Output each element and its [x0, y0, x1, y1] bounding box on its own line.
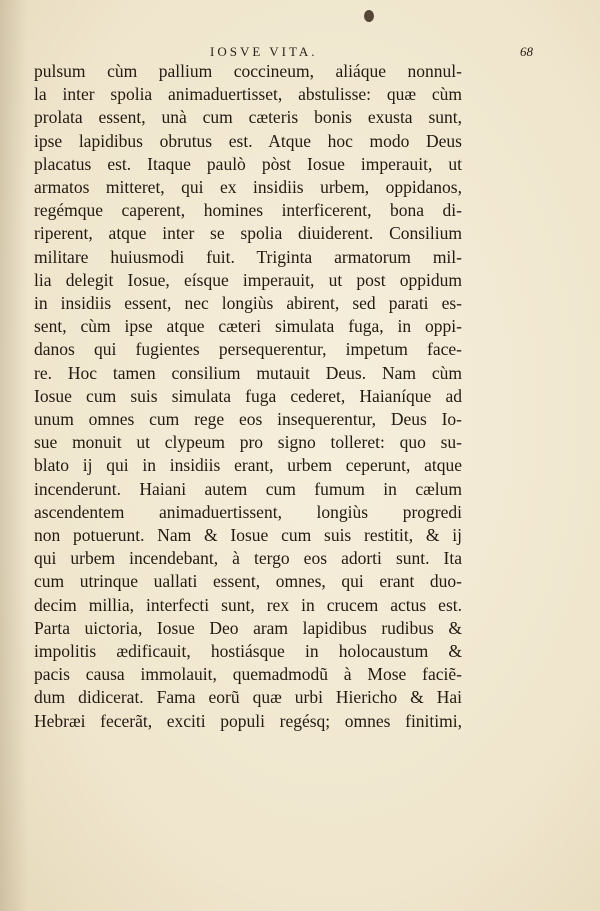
- text-line: unum omnes cum rege eos insequerentur, Deus Io-: [34, 409, 462, 430]
- text-line: sue monuit ut clypeum pro signo tolleret: quo su-: [34, 432, 462, 453]
- text-line: Hebræi fecerãt, exciti populi regésq; omnes finitimi,: [34, 710, 462, 731]
- text-line: la inter spolia animaduertisset, abstulisse: quæ cùm: [34, 84, 462, 105]
- text-line: ipse lapidibus obrutus est. Atque hoc modo Deus: [34, 130, 462, 151]
- text-line: in insidiis essent, nec longiùs abirent, sed parati es-: [34, 293, 462, 314]
- text-line: decim millia, interfecti sunt, rex in crucem actus est.: [34, 594, 462, 615]
- running-head: IOSVE VITA.: [210, 44, 318, 59]
- text-line: sent, cùm ipse atque cæteri simulata fuga, in oppi-: [34, 316, 462, 337]
- text-line: placatus est. Itaque paulò pòst Iosue imperauit, ut: [34, 153, 462, 174]
- text-line: Parta uictoria, Iosue Deo aram lapidibus rudibus &: [34, 617, 462, 638]
- text-line: pulsum cùm pallium coccineum, aliáque nonnul-: [34, 61, 462, 81]
- text-line: militare huiusmodi fuit. Triginta armatorum mil-: [34, 246, 462, 267]
- text-line: dum didicerat. Fama eorũ quæ urbi Hiericho & Hai: [34, 687, 462, 708]
- text-line: danos qui fugientes persequerentur, impetum face-: [34, 339, 462, 360]
- text-line: prolata essent, unà cum cæteris bonis exusta sunt,: [34, 107, 462, 128]
- text-line: non potuerunt. Nam & Iosue cum suis restitit, & ij: [34, 525, 462, 546]
- text-line: armatos mitteret, qui ex insidiis urbem, oppidanos,: [34, 177, 462, 198]
- ink-blot: [364, 10, 374, 22]
- gutter-shadow: [0, 0, 28, 911]
- text-line: incenderunt. Haiani autem cum fumum in cælum: [34, 478, 462, 499]
- text-line: impolitis ædificauit, hostiásque in holocaustum &: [34, 641, 462, 662]
- folio-number: 68: [520, 44, 533, 59]
- text-line: cum utrinque uallati essent, omnes, qui erant duo-: [34, 571, 462, 592]
- text-line: qui urbem incendebant, à tergo eos adorti sunt. Ita: [34, 548, 462, 569]
- text-line: pacis causa immolauit, quemadmodũ à Mose faciẽ-: [34, 664, 462, 685]
- body-text: [34, 60, 462, 733]
- text-line: re. Hoc tamen consilium mutauit Deus. Nam cùm: [34, 362, 462, 383]
- text-line: blato ij qui in insidiis erant, urbem ceperunt, atque: [34, 455, 462, 476]
- text-line: Iosue cum suis simulata fuga cederet, Haianíque ad: [34, 385, 462, 406]
- text-line: regémque caperent, homines interficerent, bona di-: [34, 200, 462, 221]
- text-line: riperent, atque inter se spolia diuiderent. Consilium: [34, 223, 462, 244]
- text-line: lia delegit Iosue, eísque imperauit, ut post oppidum: [34, 269, 462, 290]
- text-line: ascendentem animaduertissent, longiùs progredi: [34, 501, 462, 522]
